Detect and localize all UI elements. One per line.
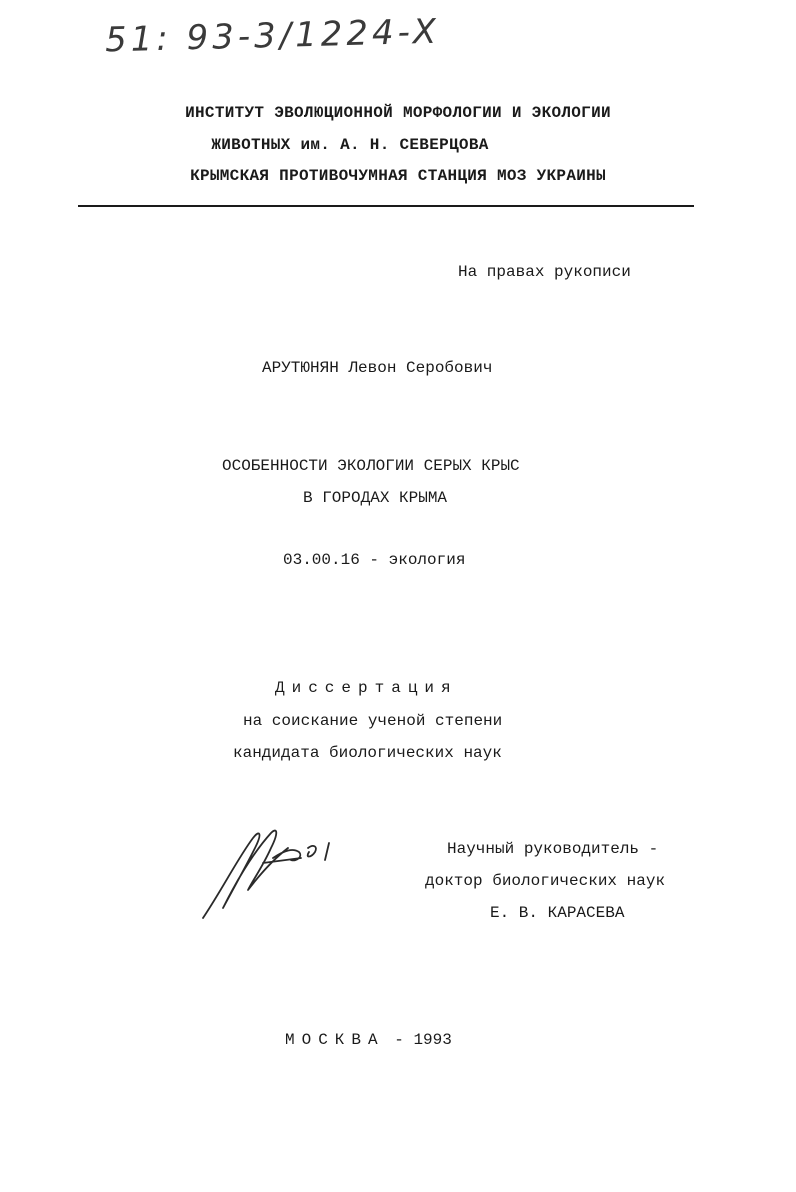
header-divider	[78, 205, 694, 207]
city-year-line	[285, 1030, 452, 1050]
handwritten-signature	[193, 818, 343, 923]
supervisor-role: Научный руководитель -	[447, 840, 659, 858]
degree-purpose-line: на соискание ученой степени	[243, 712, 503, 730]
supervisor-degree: доктор биологических наук	[425, 872, 666, 890]
title-line-1: ОСОБЕННОСТИ ЭКОЛОГИИ СЕРЫХ КРЫС	[222, 457, 520, 475]
manuscript-rights-note: На правах рукописи	[458, 263, 631, 281]
specialty-code: 03.00.16 - экология	[283, 551, 466, 569]
institution-line-1: ИНСТИТУТ ЭВОЛЮЦИОННОЙ МОРФОЛОГИИ И ЭКОЛОГИИ	[185, 104, 611, 122]
author-name: АРУТЮНЯН Левон Серобович	[262, 359, 493, 377]
institution-line-2: ЖИВОТНЫХ им. А. Н. СЕВЕРЦОВА	[211, 136, 489, 154]
city-name: МОСКВА	[285, 1031, 385, 1049]
publication-year: 1993	[413, 1031, 452, 1049]
city-year-separator: -	[394, 1031, 404, 1049]
institution-line-3: КРЫМСКАЯ ПРОТИВОЧУМНАЯ СТАНЦИЯ МОЗ УКРАИНЫ	[190, 167, 606, 185]
title-line-2: В ГОРОДАХ КРЫМА	[303, 489, 448, 507]
degree-name-line: кандидата биологических наук	[233, 744, 502, 762]
handwritten-archive-number: 51: 93-3/1224-X	[104, 11, 441, 61]
dissertation-heading: Диссертация	[275, 679, 458, 697]
supervisor-name: Е. В. КАРАСЕВА	[490, 904, 625, 922]
